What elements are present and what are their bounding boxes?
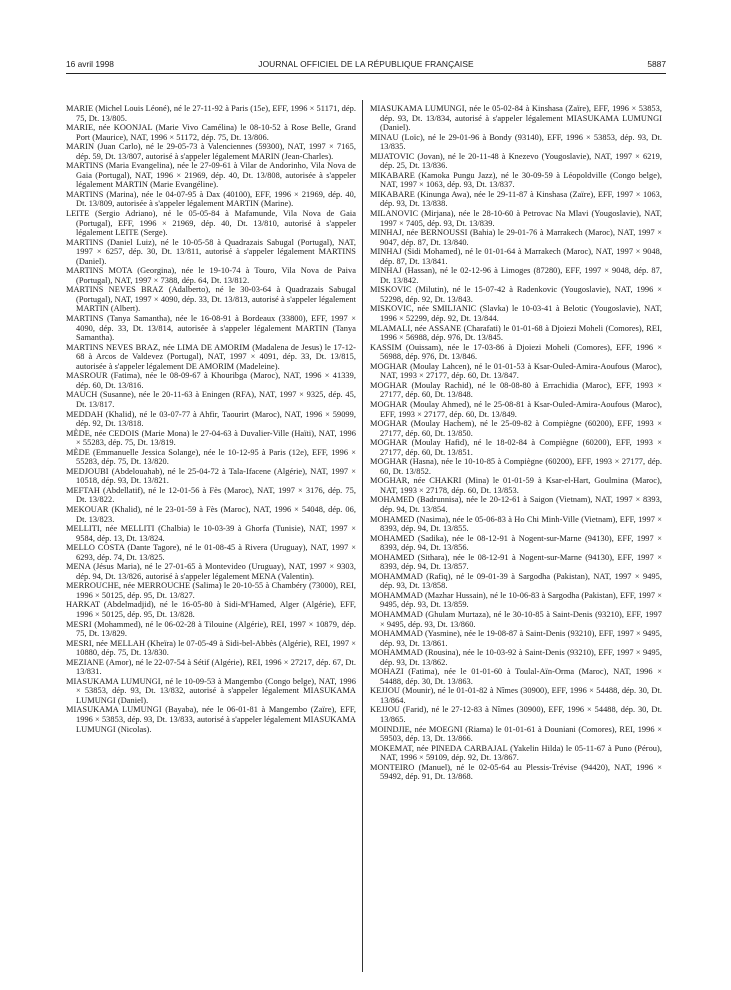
entry: MIKABARE (Kinunga Awa), née le 29-11-87 à Kinshasa (Zaïre), EFF, 1997 × 1063, dép. 93, Dt. 13/838. (370, 189, 662, 209)
header-rule (66, 73, 666, 74)
entry: MOGHAR (Hasna), née le 10-10-85 à Compiègne (60200), EFF, 1993 × 27177, dép. 60, Dt. 13/852. (370, 457, 662, 476)
entry: MENA (Jésus Maria), né le 27-01-65 à Montevideo (Uruguay), NAT, 1997 × 9303, dép. 94, Dt. 13/826, autorisé à s'appeler légalement MENA (Valentin). (66, 562, 356, 581)
entry: MELLITI, née MELLITI (Chalbia) le 10-03-39 à Ghorfa (Tunisie), NAT, 1997 × 9584, dép. 13, Dt. 13/824. (66, 524, 356, 543)
entry: MARTINS (Tanya Samantha), née le 16-08-91 à Bordeaux (33800), EFF, 1997 × 4090, dép. 33, Dt. 13/814, autorisée à s'appeler légalement MARTIN (Tanya Samantha). (66, 314, 356, 343)
entry: MASROUR (Fatima), née le 08-09-67 à Khouribga (Maroc), NAT, 1996 × 41339, dép. 60, Dt. 13/816. (66, 371, 356, 390)
entry: MEDDAH (Khalid), né le 03-07-77 à Ahfir, Taourirt (Maroc), NAT, 1996 × 59099, dép. 92, Dt. 13/818. (66, 409, 356, 429)
entry: MIASUKAMA LUMUNGI, né le 10-09-53 à Mangembo (Congo belge), NAT, 1996 × 53853, dép. 93, Dt. 13/832, autorisé à s'appeler légalement MIASUKAMA LUMUNGI (Daniel). (66, 676, 356, 705)
entry: MIASUKAMA LUMUNGI, née le 05-02-84 à Kinshasa (Zaïre), EFF, 1996 × 53853, dép. 93, Dt. 13/834, autorisé à s'appeler légalement MIASUKAMA LUMUNGI (Daniel). (370, 104, 662, 133)
entry: MARTINS NEVES BRAZ (Adalberto), né le 30-03-64 à Quadrazais Sabugal (Portugal), NAT, 1997 × 4090, dép. 33, Dt. 13/813, autorisé à s'appeler légalement MARTIN (Albert). (66, 285, 356, 314)
entry: MOGHAR (Moulay Rachid), né le 08-08-80 à Errachidia (Maroc), EFF, 1993 × 27177, dép. 60, Dt. 13/848. (370, 380, 662, 400)
entry: MARTINS (Maria Evangelina), née le 27-09-61 à Vilar de Andorinho, Vila Nova de Gaia (Portugal), NAT, 1996 × 21969, dép. 40, Dt. 13/808, autorisée à s'appeler légalement MARTIN (Marie Evangéline). (66, 161, 356, 190)
entry: MOHAMED (Nasima), née le 05-06-83 à Ho Chi Minh-Ville (Vietnam), EFF, 1997 × 8393, dép. 94, Dt. 13/855. (370, 514, 662, 534)
entry: MOHAMMAD (Ghulam Murtaza), né le 30-10-85 à Saint-Denis (93210), EFF, 1997 × 9495, dép. 93, Dt. 13/860. (370, 609, 662, 629)
entry: MINHAJ, née BERNOUSSI (Bahia) le 29-01-76 à Marrakech (Maroc), NAT, 1997 × 9047, dép. 87, Dt. 13/840. (370, 228, 662, 247)
entry: MEFTAH (Abdellatif), né le 12-01-56 à Fès (Maroc), NAT, 1997 × 3176, dép. 75, Dt. 13/822. (66, 485, 356, 505)
entry: MLAMALI, née ASSANE (Charafati) le 01-01-68 à Djoiezi Moheli (Comores), REI, 1996 × 56988, dép. 976, Dt. 13/845. (370, 323, 662, 343)
entry: MOGHAR (Moulay Ahmed), né le 25-08-81 à Ksar-Ouled-Amira-Aoufous (Maroc), EFF, 1993 × 27177, dép. 60, Dt. 13/849. (370, 399, 662, 419)
entry: MESRI, née MELLAH (Kheïra) le 07-05-49 à Sidi-bel-Abbès (Algérie), REI, 1997 × 10880, dép. 75, Dt. 13/830. (66, 638, 356, 658)
entry: MARTINS NEVES BRAZ, née LIMA DE AMORIM (Madalena de Jesus) le 17-12-68 à Arcos de Valdevez (Portugal), NAT, 1997 × 4091, dép. 33, Dt. 13/815, autorisée à s'appeler légalement DE AMORIM (Madeleine). (66, 342, 356, 371)
entry: MERROUCHE, née MERROUCHE (Salima) le 20-10-55 à Chambéry (73000), REI, 1996 × 50125, dép. 95, Dt. 13/827. (66, 581, 356, 600)
entry: MONTEIRO (Manuel), né le 02-05-64 au Plessis-Trévise (94420), NAT, 1996 × 59492, dép. 91, Dt. 13/868. (370, 762, 662, 782)
page-header (66, 58, 666, 70)
header-page-number: 5887 (647, 59, 666, 69)
entry: MOHAMED (Badrunnisa), née le 20-12-61 à Saigon (Vietnam), NAT, 1997 × 8393, dép. 94, Dt. 13/854. (370, 495, 662, 514)
entry: MARTINS MOTA (Georgina), née le 19-10-74 à Touro, Vila Nova de Paiva (Portugal), NAT, 1997 × 7388, dép. 64, Dt. 13/812. (66, 266, 356, 285)
entry: KEJJOU (Farid), né le 27-12-83 à Nîmes (30900), EFF, 1996 × 54488, dép. 30, Dt. 13/865. (370, 705, 662, 724)
entry: HARKAT (Abdelmadjid), né le 16-05-80 à Sidi-M'Hamed, Alger (Algérie), EFF, 1996 × 50125, dép. 95, Dt. 13/828. (66, 600, 356, 619)
entry: MÈDE (Emmanuelle Jessica Solange), née le 10-12-95 à Paris (12e), EFF, 1996 × 55283, dép. 75, Dt. 13/820. (66, 447, 356, 467)
entry: MINHAJ (Sidi Mohamed), né le 01-01-64 à Marrakech (Maroc), NAT, 1997 × 9048, dép. 87, Dt. 13/841. (370, 247, 662, 266)
entry: MINAU (Loïc), né le 29-01-96 à Bondy (93140), EFF, 1996 × 53853, dép. 93, Dt. 13/835. (370, 132, 662, 152)
entry: MARIE, née KOONJAL (Marie Vivo Camélina) le 08-10-52 à Rose Belle, Grand Port (Maurice), NAT, 1996 × 51172, dép. 75, Dt. 13/806. (66, 123, 356, 142)
entry: MARTINS (Daniel Luiz), né le 10-05-58 à Quadrazais Sabugal (Portugal), NAT, 1997 × 6257, dép. 30, Dt. 13/811, autorisé à s'appeler légalement MARTINS (Daniel). (66, 237, 356, 266)
entry: MARIN (Juan Carlo), né le 29-05-73 à Valenciennes (59300), NAT, 1997 × 7165, dép. 59, Dt. 13/807, autorisé à s'appeler légalement MARIN (Jean-Charles). (66, 142, 356, 161)
entry: MOHAMED (Sadika), née le 08-12-91 à Nogent-sur-Marne (94130), EFF, 1997 × 8393, dép. 94, Dt. 13/856. (370, 533, 662, 553)
entry: MIKABARE (Kamoka Pungu Jazz), né le 30-09-59 à Léopoldville (Congo belge), NAT, 1997 × 1063, dép. 93, Dt. 13/837. (370, 170, 662, 190)
entry: MOHAZI (Fatima), née le 01-01-60 à Toulal-Aïn-Orma (Maroc), NAT, 1996 × 54488, dép. 30, Dt. 13/863. (370, 667, 662, 686)
entry: MOHAMED (Sithara), née le 08-12-91 à Nogent-sur-Marne (94130), EFF, 1997 × 8393, dép. 94, Dt. 13/857. (370, 552, 662, 572)
column-separator (362, 100, 363, 972)
entry: MOHAMMAD (Rafiq), né le 09-01-39 à Sargodha (Pakistan), NAT, 1997 × 9495, dép. 93, Dt. 13/858. (370, 571, 662, 591)
entry: MAUCH (Susanne), née le 20-11-63 à Eningen (RFA), NAT, 1997 × 9325, dép. 45, Dt. 13/817. (66, 390, 356, 409)
entry: MIASUKAMA LUMUNGI (Bayaba), née le 06-01-81 à Mangembo (Zaïre), EFF, 1996 × 53853, dép. 93, Dt. 13/833, autorisé à s'appeler légalement MIASUKAMA LUMUNGI (Nicolas). (66, 705, 356, 734)
entry: MARIE (Michel Louis Léoné), né le 27-11-92 à Paris (15e), EFF, 1996 × 51171, dép. 75, Dt. 13/805. (66, 104, 356, 123)
entry: MOHAMMAD (Yasmine), née le 19-08-87 à Saint-Denis (93210), EFF, 1997 × 9495, dép. 93, Dt. 13/861. (370, 629, 662, 648)
header-title: JOURNAL OFFICIEL DE LA RÉPUBLIQUE FRANÇAISE (258, 59, 474, 69)
entry: MESRI (Mohammed), né le 06-02-28 à Tilouine (Algérie), REI, 1997 × 10879, dép. 75, Dt. 13/829. (66, 619, 356, 639)
entry: MEDJOUBI (Abdelouahab), né le 25-04-72 à Tala-Ifacene (Algérie), NAT, 1997 × 10518, dép. 93, Dt. 13/821. (66, 466, 356, 486)
entry: MOHAMMAD (Mazhar Hussain), né le 10-06-83 à Sargodha (Pakistan), EFF, 1997 × 9495, dép. 93, Dt. 13/859. (370, 590, 662, 610)
left-column (66, 104, 356, 734)
entry: MOGHAR (Moulay Hafid), né le 18-02-84 à Compiègne (60200), EFF, 1993 × 27177, dép. 60, Dt. 13/851. (370, 438, 662, 457)
entry: MOHAMMAD (Rousina), née le 10-03-92 à Saint-Denis (93210), EFF, 1997 × 9495, dép. 93, Dt. 13/862. (370, 648, 662, 667)
entry: MOGHAR (Moulay Lahcen), né le 01-01-53 à Ksar-Ouled-Amira-Aoufous (Maroc), NAT, 1993 × 27177, dép. 60, Dt. 13/847. (370, 361, 662, 381)
right-column (370, 104, 662, 782)
entry: MELLO COSTA (Dante Tagore), né le 01-08-45 à Rivera (Uruguay), NAT, 1997 × 6293, dép. 74, Dt. 13/825. (66, 543, 356, 562)
entry: MIJATOVIC (Jovan), né le 20-11-48 à Knezevo (Yougoslavie), NAT, 1997 × 6219, dép. 25, Dt. 13/836. (370, 151, 662, 171)
entry: MISKOVIC (Milutin), né le 15-07-42 à Radenkovic (Yougoslavie), NAT, 1996 × 52298, dép. 92, Dt. 13/843. (370, 285, 662, 304)
entry: MÈDE, née CEDOIS (Marie Mona) le 27-04-63 à Duvalier-Ville (Haïti), NAT, 1996 × 55283, dép. 75, Dt. 13/819. (66, 428, 356, 448)
entry: LEITE (Sergio Adriano), né le 05-05-84 à Mafamunde, Vila Nova de Gaia (Portugal), EFF, 1996 × 21969, dép. 40, Dt. 13/810, autorisé à s'appeler légalement LEITE (Serge). (66, 209, 356, 238)
entry: MOKEMAT, née PINEDA CARBAJAL (Yakelin Hilda) le 05-11-67 à Puno (Pérou), NAT, 1996 × 59109, dép. 92, Dt. 13/867. (370, 743, 662, 763)
entry: KEJJOU (Mounir), né le 01-01-82 à Nîmes (30900), EFF, 1996 × 54488, dép. 30, Dt. 13/864. (370, 686, 662, 705)
entry: MINHAJ (Hassan), né le 02-12-96 à Limoges (87280), EFF, 1997 × 9048, dép. 87, Dt. 13/842. (370, 266, 662, 285)
entry: MEKOUAR (Khalid), né le 23-01-59 à Fès (Maroc), NAT, 1996 × 54048, dép. 06, Dt. 13/823. (66, 504, 356, 524)
entry: KASSIM (Ouissam), née le 17-03-86 à Djoiezi Moheli (Comores), EFF, 1996 × 56988, dép. 976, Dt. 13/846. (370, 342, 662, 362)
entry: MILANOVIC (Mirjana), née le 28-10-60 à Petrovac Na Mlavi (Yougoslavie), NAT, 1997 × 7405, dép. 93, Dt. 13/839. (370, 209, 662, 228)
header-date: 16 avril 1998 (66, 59, 114, 69)
entry: MARTINS (Marina), née le 04-07-95 à Dax (40100), EFF, 1996 × 21969, dép. 40, Dt. 13/809, autorisée à s'appeler légalement MARTIN (Marine). (66, 189, 356, 209)
entry: MOINDJIE, née MOEGNI (Riama) le 01-01-61 à Douniani (Comores), REI, 1996 × 59503, dép. 13, Dt. 13/866. (370, 724, 662, 744)
entry: MEZIANE (Amor), né le 22-07-54 à Sétif (Algérie), REI, 1996 × 27217, dép. 67, Dt. 13/831. (66, 657, 356, 677)
entry: MOGHAR (Moulay Hachem), né le 25-09-82 à Compiègne (60200), EFF, 1993 × 27177, dép. 60, Dt. 13/850. (370, 419, 662, 438)
entry: MISKOVIC, née SMILJANIC (Slavka) le 10-03-41 à Belotic (Yougoslavie), NAT, 1996 × 52299, dép. 92, Dt. 13/844. (370, 304, 662, 324)
entry: MOGHAR, née CHAKRI (Mina) le 01-01-59 à Ksar-el-Hart, Goulmina (Maroc), NAT, 1993 × 27178, dép. 60, Dt. 13/853. (370, 476, 662, 495)
